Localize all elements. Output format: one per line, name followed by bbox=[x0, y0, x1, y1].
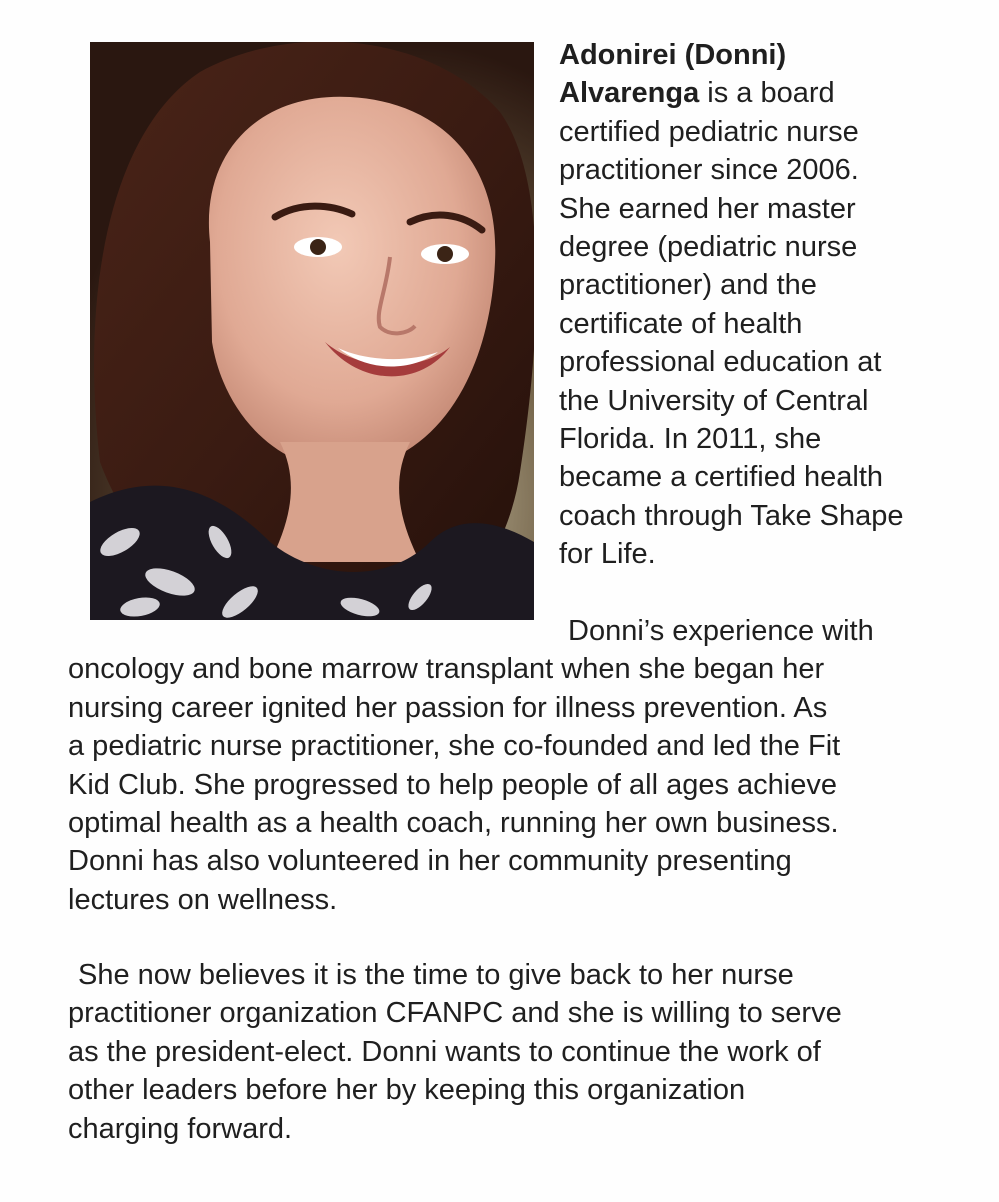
text-line: professional education at bbox=[559, 346, 882, 379]
text-line: certified pediatric nurse bbox=[559, 115, 859, 148]
text-line: the University of Central bbox=[559, 384, 869, 417]
text-line: lectures on wellness. bbox=[68, 883, 338, 916]
text-line: as the president-elect. Donni wants to continue the work of bbox=[68, 1035, 821, 1068]
service-paragraph bbox=[68, 956, 993, 1148]
text-line: Donni has also volunteered in her community presenting bbox=[68, 845, 792, 878]
text-line: became a certified health bbox=[559, 461, 884, 494]
text-line: practitioner since 2006. bbox=[559, 154, 859, 187]
text-line: She now believes it is the time to give back to her nurse bbox=[78, 959, 794, 991]
text-line: for Life. bbox=[559, 538, 656, 571]
text-line: practitioner) and the bbox=[559, 269, 817, 302]
intro-paragraph bbox=[559, 36, 989, 574]
text-line: other leaders before her by keeping this organization bbox=[68, 1074, 746, 1107]
text-line: coach through Take Shape bbox=[559, 499, 904, 532]
text-line: nursing career ignited her passion for illness prevention. As bbox=[68, 691, 828, 724]
text-line: charging forward. bbox=[68, 1112, 293, 1145]
portrait-photo bbox=[90, 42, 534, 620]
text-line: practitioner organization CFANPC and she is willing to serve bbox=[68, 997, 842, 1030]
text-line: optimal health as a health coach, running her own business. bbox=[68, 807, 839, 840]
text-line: Donni’s experience with bbox=[568, 615, 874, 647]
intro-name-line: Adonirei (Donni) bbox=[559, 39, 787, 71]
text-line: a pediatric nurse practitioner, she co-founded and led the Fit bbox=[68, 730, 841, 763]
text-line: degree (pediatric nurse bbox=[559, 231, 858, 264]
experience-paragraph bbox=[68, 612, 993, 919]
intro-name-line: Alvarenga is a board bbox=[559, 77, 835, 110]
text-line: She earned her master bbox=[559, 192, 856, 225]
text-line: Florida. In 2011, she bbox=[559, 423, 822, 456]
text-line: oncology and bone marrow transplant when she began her bbox=[68, 653, 825, 686]
text-line: Kid Club. She progressed to help people of all ages achieve bbox=[68, 768, 838, 801]
text-line: certificate of health bbox=[559, 307, 803, 340]
